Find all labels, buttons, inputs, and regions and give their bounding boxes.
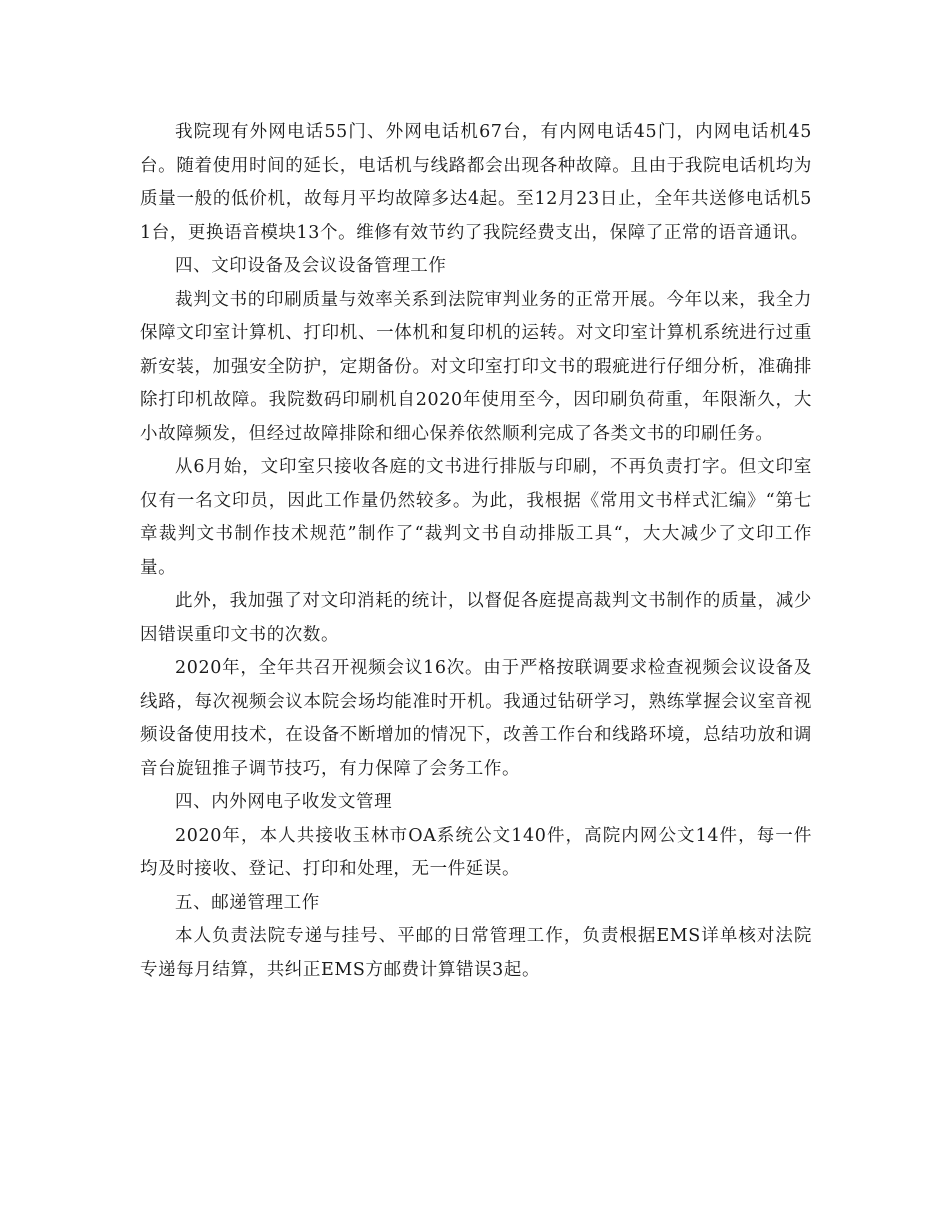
paragraph-consumption-statistics: 此外，我加强了对文印消耗的统计，以督促各庭提高裁判文书制作的质量，减少因错误重印文书的次数。 — [140, 591, 812, 645]
paragraph-postal-management: 本人负责法院专递与挂号、平邮的日常管理工作，负责根据EMS详单核对法院专递每月结算，共纠正EMS方邮费计算错误3起。 — [140, 926, 812, 980]
paragraph-document-exchange: 2020年，本人共接收玉林市OA系统公文140件，高院内网公文14件，每一件均及时接收、登记、打印和处理，无一件延误。 — [140, 825, 812, 879]
section-heading-printing-equipment: 四、文印设备及会议设备管理工作 — [175, 256, 447, 276]
paragraph-telephone-maintenance: 我院现有外网电话55门、外网电话机67台，有内网电话45门，内网电话机45台。随着使用时间的延长，电话机与线路都会出现各种故障。且由于我院电话机均为质量一般的低价机，故每月平均故障多达4起。至12月23日止，全年共送修电话机51台，更换语音模块13个。维修有效节约了我院经费支出，保障了正常的语音通讯。 — [140, 122, 812, 243]
paragraph-typesetting-tool: 从6月始，文印室只接收各庭的文书进行排版与印刷，不再负责打字。但文印室仅有一名文印员，因此工作量仍然较多。为此，我根据《常用文书样式汇编》“第七章裁判文书制作技术规范”制作了“裁判文书自动排版工具“，大大减少了文印工作量。 — [140, 457, 812, 578]
paragraph-printing-quality: 裁判文书的印刷质量与效率关系到法院审判业务的正常开展。今年以来，我全力保障文印室计算机、打印机、一体机和复印机的运转。对文印室计算机系统进行过重新安装，加强安全防护，定期备份。对文印室打印文书的瑕疵进行仔细分析，准确排除打印机故障。我院数码印刷机自2020年使用至今，因印刷负荷重，年限渐久，大小故障频发，但经过故障排除和细心保养依然顺利完成了各类文书的印刷任务。 — [140, 289, 812, 444]
section-heading-postal-management: 五、邮递管理工作 — [175, 892, 320, 913]
paragraph-video-conference: 2020年，全年共召开视频会议16次。由于严格按联调要求检查视频会议设备及线路，每次视频会议本院会场均能准时开机。我通过钻研学习，熟练掌握会议室音视频设备使用技术，在设备不断增加的情况下，改善工作台和线路环境，总结功放和调音台旋钮推子调节技巧，有力保障了会务工作。 — [140, 658, 812, 779]
section-heading-document-exchange: 四、内外网电子收发文管理 — [175, 792, 393, 812]
document-body — [140, 116, 812, 987]
